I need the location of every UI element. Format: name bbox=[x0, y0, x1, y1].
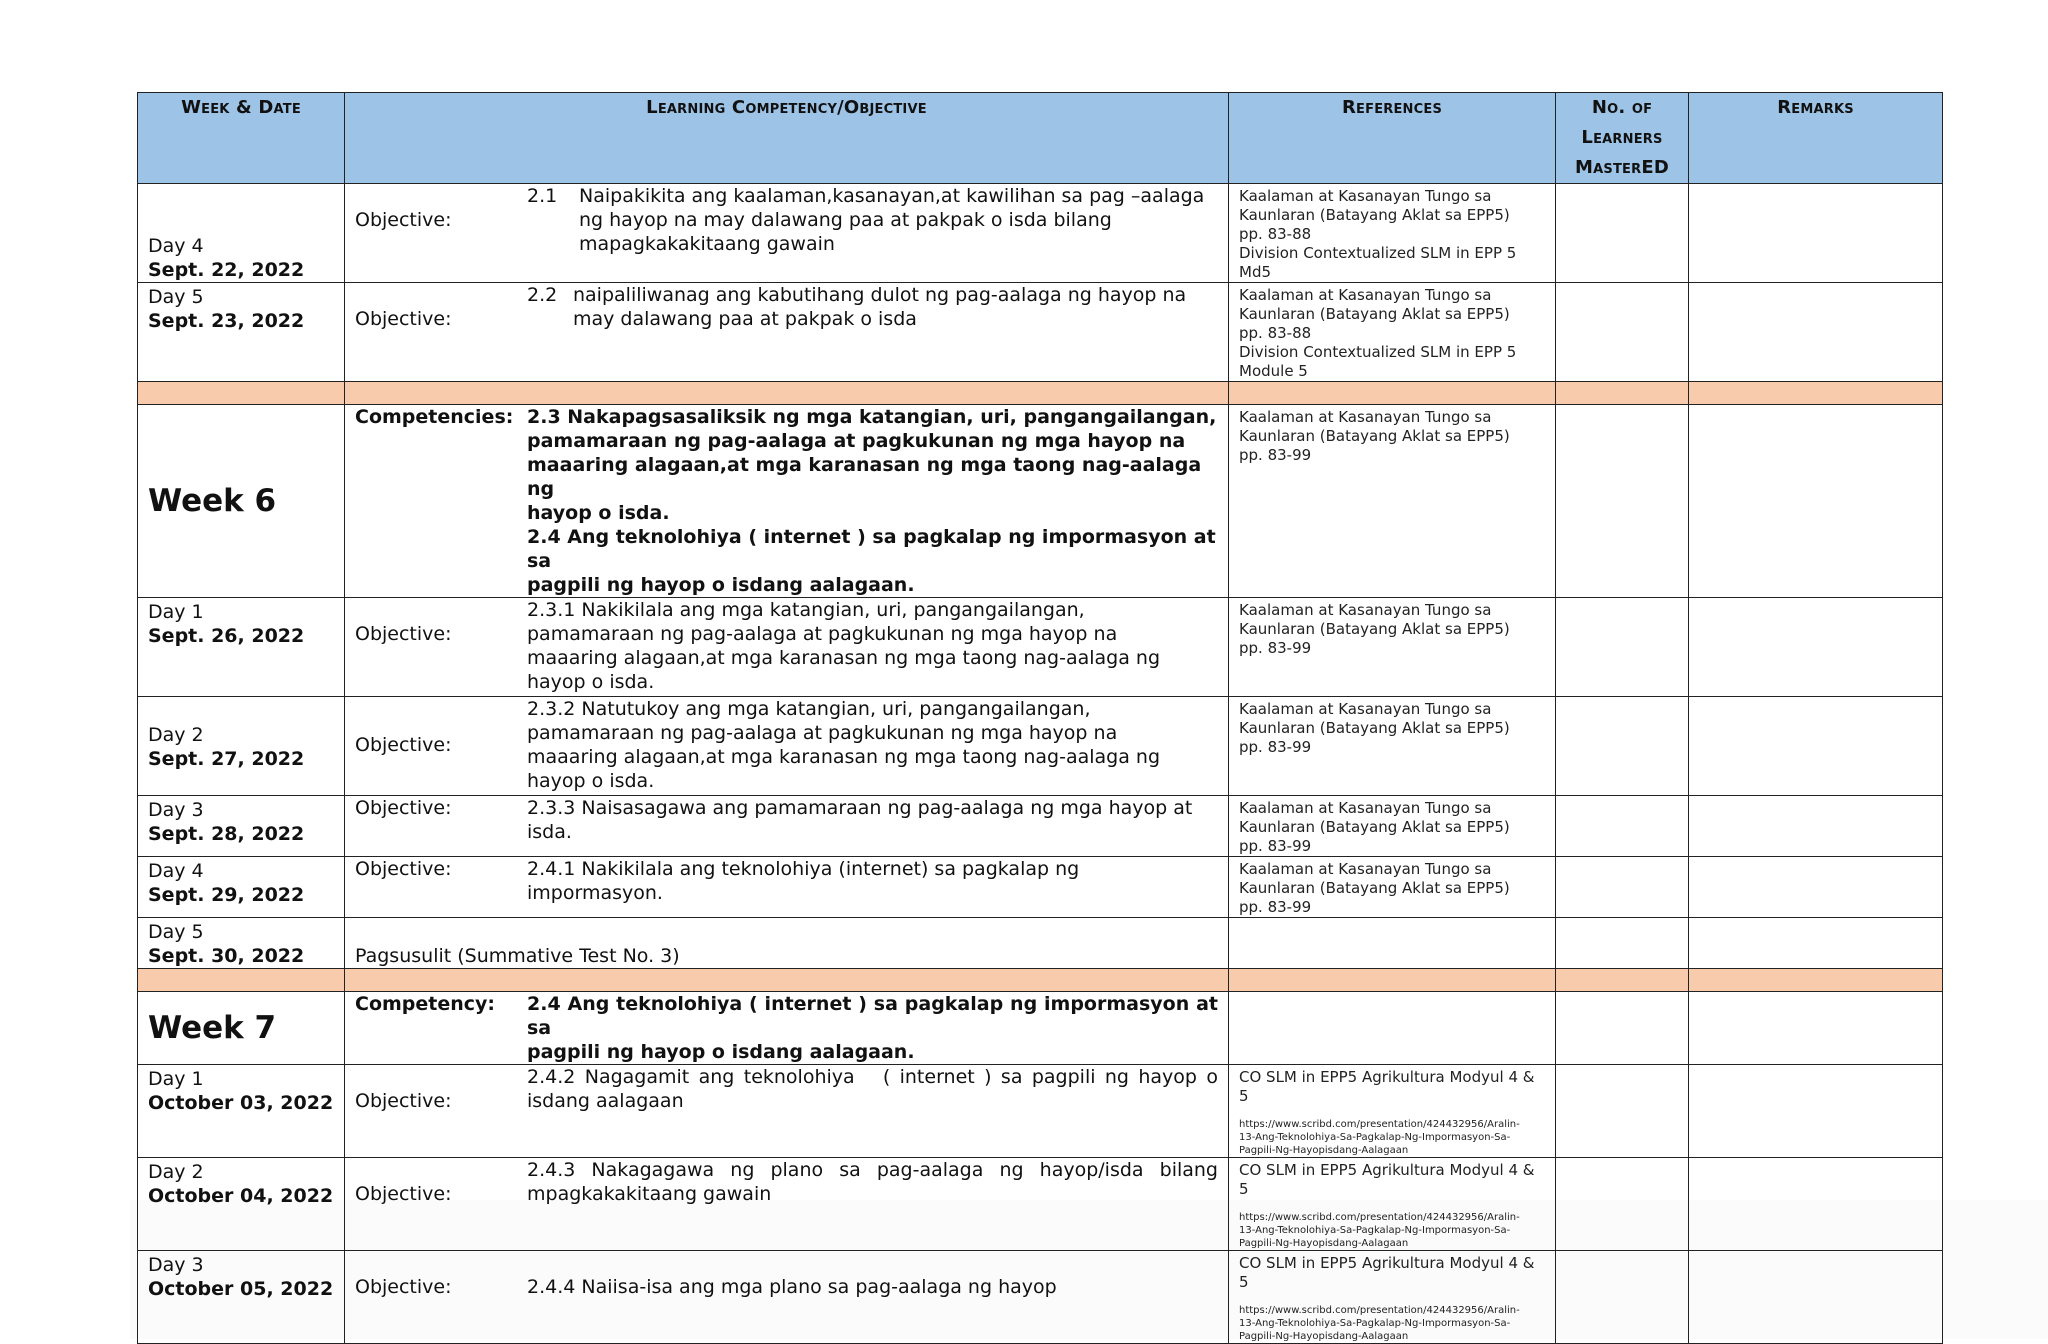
objective-text: 2.4.3 Nakagagawa ng plano sa pag-aalaga ng hayop/isda bilang bbox=[527, 1159, 1218, 1181]
remarks-cell bbox=[1689, 405, 1943, 598]
table-row bbox=[138, 697, 1943, 796]
remarks-cell bbox=[1689, 918, 1943, 969]
objective-text: ng hayop na may dalawang paa at pakpak o isda bilang bbox=[579, 209, 1112, 231]
competency-text: hayop o isda. bbox=[527, 502, 670, 524]
learners-mastered-cell bbox=[1556, 796, 1689, 857]
header-learners-line-1: No. of bbox=[1591, 97, 1653, 118]
day-label: Day 3 bbox=[148, 799, 204, 821]
reference-url[interactable] bbox=[1239, 1118, 1545, 1157]
references-cell bbox=[1229, 857, 1556, 918]
objective-cell bbox=[345, 598, 1229, 697]
competency-text: 2.4 Ang teknolohiya ( internet ) sa pagkalap ng impormasyon at sa bbox=[527, 993, 1218, 1039]
date-label: Sept. 23, 2022 bbox=[148, 310, 305, 332]
objective-text: maaaring alagaan,at mga karanasan ng mga taong nag-aalaga ng bbox=[527, 647, 1161, 669]
learners-mastered-cell bbox=[1556, 1251, 1689, 1344]
table-row bbox=[138, 1065, 1943, 1158]
objective-label: Objective: bbox=[355, 209, 452, 231]
objective-text: 2.4.4 Naiisa-isa ang mga plano sa pag-aalaga ng hayop bbox=[527, 1276, 1057, 1298]
reference-url-line: 13-Ang-Teknolohiya-Sa-Pagkalap-Ng-Impormasyon-Sa- bbox=[1239, 1225, 1511, 1236]
date-label: October 05, 2022 bbox=[148, 1278, 334, 1300]
header-week-date: Week & Date bbox=[138, 93, 345, 184]
competency-text: 2.3 Nakapagsasaliksik ng mga katangian, uri, pangangailangan, bbox=[527, 406, 1217, 428]
reference-text: CO SLM in EPP5 Agrikultura Modyul 4 & 5 bbox=[1239, 1161, 1535, 1198]
reference-url-line: Pagpili-Ng-Hayopisdang-Aalagaan bbox=[1239, 1145, 1409, 1156]
objective-text: may dalawang paa at pakpak o isda bbox=[573, 308, 917, 330]
competency-text: pagpili ng hayop o isdang aalagaan. bbox=[527, 1041, 915, 1063]
remarks-cell bbox=[1689, 283, 1943, 382]
table-row bbox=[138, 1251, 1943, 1344]
reference-text: CO SLM in EPP5 Agrikultura Modyul 4 & 5 bbox=[1239, 1068, 1535, 1105]
reference-text: Kaunlaran (Batayang Aklat sa EPP5) bbox=[1239, 620, 1510, 638]
objective-label: Objective: bbox=[355, 797, 452, 819]
objective-text: mapagkakakitaang gawain bbox=[579, 233, 835, 255]
day-label: Day 2 bbox=[148, 724, 204, 746]
objective-text: Pagsusulit (Summative Test No. 3) bbox=[355, 945, 680, 967]
learners-mastered-cell bbox=[1556, 283, 1689, 382]
learners-mastered-cell bbox=[1556, 992, 1689, 1065]
day-label: Day 1 bbox=[148, 1068, 204, 1090]
references-cell bbox=[1229, 283, 1556, 382]
references-cell bbox=[1229, 1065, 1556, 1158]
objective-cell bbox=[345, 283, 1229, 382]
competencies-label: Competencies: bbox=[355, 406, 514, 428]
week-label: Week 7 bbox=[138, 992, 345, 1065]
reference-text: pp. 83-88 bbox=[1239, 225, 1312, 243]
reference-text: Kaunlaran (Batayang Aklat sa EPP5) bbox=[1239, 427, 1510, 445]
day-label: Day 3 bbox=[148, 1254, 204, 1276]
objective-cell bbox=[345, 697, 1229, 796]
reference-url[interactable] bbox=[1239, 1211, 1545, 1250]
competency-text: pamamaraan ng pag-aalaga at pagkukunan ng mga hayop na bbox=[527, 430, 1186, 452]
remarks-cell bbox=[1689, 1251, 1943, 1344]
learners-mastered-cell bbox=[1556, 1158, 1689, 1251]
objective-text: 2.3.1 Nakikilala ang mga katangian, uri, pangangailangan, bbox=[527, 599, 1085, 621]
table-row bbox=[138, 918, 1943, 969]
competency-label: Competency: bbox=[355, 993, 496, 1015]
date-label: Sept. 28, 2022 bbox=[148, 823, 305, 845]
header-row bbox=[138, 93, 1943, 184]
objective-cell bbox=[345, 1251, 1229, 1344]
header-references: References bbox=[1229, 93, 1556, 184]
references-cell bbox=[1229, 992, 1556, 1065]
remarks-cell bbox=[1689, 796, 1943, 857]
reference-url-line: 13-Ang-Teknolohiya-Sa-Pagkalap-Ng-Impormasyon-Sa- bbox=[1239, 1318, 1511, 1329]
reference-text: Kaalaman at Kasanayan Tungo sa bbox=[1239, 286, 1492, 304]
competency-cell bbox=[345, 405, 1229, 598]
reference-text: Kaalaman at Kasanayan Tungo sa bbox=[1239, 799, 1492, 817]
reference-url-line: https://www.scribd.com/presentation/424432956/Aralin- bbox=[1239, 1119, 1520, 1130]
reference-url-line: https://www.scribd.com/presentation/424432956/Aralin- bbox=[1239, 1212, 1520, 1223]
reference-text: Kaunlaran (Batayang Aklat sa EPP5) bbox=[1239, 206, 1510, 224]
references-cell bbox=[1229, 184, 1556, 283]
reference-text: pp. 83-99 bbox=[1239, 639, 1312, 657]
learners-mastered-cell bbox=[1556, 405, 1689, 598]
day-label: Day 5 bbox=[148, 286, 204, 308]
day-label: Day 1 bbox=[148, 601, 204, 623]
day-date-cell bbox=[138, 857, 345, 918]
reference-url-line: Pagpili-Ng-Hayopisdang-Aalagaan bbox=[1239, 1238, 1409, 1249]
objective-text: pamamaraan ng pag-aalaga at pagkukunan ng mga hayop na bbox=[527, 722, 1118, 744]
objective-text: pamamaraan ng pag-aalaga at pagkukunan ng mga hayop na bbox=[527, 623, 1118, 645]
reference-text: Kaalaman at Kasanayan Tungo sa bbox=[1239, 408, 1492, 426]
objective-text: 2.3.3 Naisasagawa ang pamamaraan ng pag-aalaga ng mga hayop at bbox=[527, 797, 1193, 819]
day-date-cell bbox=[138, 918, 345, 969]
objective-text: 2.4.2 Nagagamit ang teknolohiya ( internet ) sa pagpili ng hayop o bbox=[527, 1066, 1218, 1088]
objective-cell bbox=[345, 1158, 1229, 1251]
remarks-cell bbox=[1689, 697, 1943, 796]
references-cell bbox=[1229, 1158, 1556, 1251]
objective-cell bbox=[345, 184, 1229, 283]
header-competency: Learning Competency/Objective bbox=[345, 93, 1229, 184]
objective-text: maaaring alagaan,at mga karanasan ng mga taong nag-aalaga ng bbox=[527, 746, 1161, 768]
week-competency-row bbox=[138, 405, 1943, 598]
header-learners-line-2: Learners bbox=[1581, 127, 1663, 148]
competency-cell bbox=[345, 992, 1229, 1065]
references-cell bbox=[1229, 405, 1556, 598]
learners-mastered-cell bbox=[1556, 184, 1689, 283]
objective-text: hayop o isda. bbox=[527, 671, 655, 693]
objective-text: isdang aalagaan bbox=[527, 1090, 684, 1112]
reference-url[interactable] bbox=[1239, 1304, 1545, 1343]
objective-text: Naipakikita ang kaalaman,kasanayan,at kawilihan sa pag –aalaga bbox=[579, 185, 1205, 207]
week-separator-row bbox=[138, 969, 1943, 992]
remarks-cell bbox=[1689, 992, 1943, 1065]
table-row bbox=[138, 796, 1943, 857]
remarks-cell bbox=[1689, 1158, 1943, 1251]
objective-text: 2.4.1 Nakikilala ang teknolohiya (internet) sa pagkalap ng bbox=[527, 858, 1080, 880]
objective-label: Objective: bbox=[355, 858, 452, 880]
week-label: Week 6 bbox=[138, 405, 345, 598]
objective-cell bbox=[345, 857, 1229, 918]
header-learners-mastered bbox=[1556, 93, 1689, 184]
table-row bbox=[138, 184, 1943, 283]
table-row bbox=[138, 598, 1943, 697]
competency-text: maaaring alagaan,at mga karanasan ng mga taong nag-aalaga ng bbox=[527, 454, 1202, 500]
learners-mastered-cell bbox=[1556, 857, 1689, 918]
day-date-cell bbox=[138, 184, 345, 283]
reference-text: Kaunlaran (Batayang Aklat sa EPP5) bbox=[1239, 305, 1510, 323]
objective-text: isda. bbox=[527, 821, 572, 843]
date-label: Sept. 27, 2022 bbox=[148, 748, 305, 770]
references-cell bbox=[1229, 1251, 1556, 1344]
reference-url-line: https://www.scribd.com/presentation/424432956/Aralin- bbox=[1239, 1305, 1520, 1316]
lesson-plan-table bbox=[137, 92, 1943, 1344]
day-date-cell bbox=[138, 1065, 345, 1158]
day-date-cell bbox=[138, 598, 345, 697]
reference-text: Kaalaman at Kasanayan Tungo sa bbox=[1239, 601, 1492, 619]
reference-text: Module 5 bbox=[1239, 362, 1308, 380]
references-cell bbox=[1229, 598, 1556, 697]
reference-text: Kaalaman at Kasanayan Tungo sa bbox=[1239, 860, 1492, 878]
objective-cell bbox=[345, 796, 1229, 857]
day-label: Day 4 bbox=[148, 235, 204, 257]
remarks-cell bbox=[1689, 184, 1943, 283]
table-row bbox=[138, 283, 1943, 382]
remarks-cell bbox=[1689, 1065, 1943, 1158]
objective-label: Objective: bbox=[355, 623, 452, 645]
date-label: Sept. 30, 2022 bbox=[148, 945, 305, 967]
objective-cell bbox=[345, 918, 1229, 969]
reference-text: pp. 83-99 bbox=[1239, 446, 1312, 464]
reference-text: Division Contextualized SLM in EPP 5 bbox=[1239, 343, 1517, 361]
day-date-cell bbox=[138, 1158, 345, 1251]
week-competency-row bbox=[138, 992, 1943, 1065]
remarks-cell bbox=[1689, 857, 1943, 918]
competency-text: pagpili ng hayop o isdang aalagaan. bbox=[527, 574, 915, 596]
reference-url-line: Pagpili-Ng-Hayopisdang-Aalagaan bbox=[1239, 1331, 1409, 1342]
objective-text: naipaliliwanag ang kabutihang dulot ng pag-aalaga ng hayop na bbox=[573, 284, 1187, 306]
objective-text: hayop o isda. bbox=[527, 770, 655, 792]
remarks-cell bbox=[1689, 598, 1943, 697]
day-date-cell bbox=[138, 283, 345, 382]
references-cell bbox=[1229, 796, 1556, 857]
date-label: Sept. 22, 2022 bbox=[148, 259, 305, 281]
table-row bbox=[138, 857, 1943, 918]
competency-text: 2.4 Ang teknolohiya ( internet ) sa pagkalap ng impormasyon at sa bbox=[527, 526, 1216, 572]
reference-text: Kaalaman at Kasanayan Tungo sa bbox=[1239, 187, 1492, 205]
objective-cell bbox=[345, 1065, 1229, 1158]
references-cell bbox=[1229, 697, 1556, 796]
day-date-cell bbox=[138, 796, 345, 857]
objective-label: Objective: bbox=[355, 734, 452, 756]
reference-text: pp. 83-99 bbox=[1239, 898, 1312, 916]
header-remarks: Remarks bbox=[1689, 93, 1943, 184]
reference-text: pp. 83-99 bbox=[1239, 837, 1312, 855]
objective-text: 2.3.2 Natutukoy ang mga katangian, uri, pangangailangan, bbox=[527, 698, 1091, 720]
table-row bbox=[138, 1158, 1943, 1251]
reference-text: pp. 83-88 bbox=[1239, 324, 1312, 342]
reference-text: Kaalaman at Kasanayan Tungo sa bbox=[1239, 700, 1492, 718]
objective-label: Objective: bbox=[355, 308, 452, 330]
objective-number: 2.2 bbox=[527, 284, 558, 306]
objective-label: Objective: bbox=[355, 1276, 452, 1298]
learners-mastered-cell bbox=[1556, 697, 1689, 796]
reference-url-line: 13-Ang-Teknolohiya-Sa-Pagkalap-Ng-Impormasyon-Sa- bbox=[1239, 1132, 1511, 1143]
header-learners-line-3: MasterED bbox=[1575, 157, 1669, 178]
objective-label: Objective: bbox=[355, 1183, 452, 1205]
day-date-cell bbox=[138, 697, 345, 796]
learners-mastered-cell bbox=[1556, 598, 1689, 697]
date-label: October 03, 2022 bbox=[148, 1092, 334, 1114]
day-label: Day 4 bbox=[148, 860, 204, 882]
reference-text: pp. 83-99 bbox=[1239, 738, 1312, 756]
date-label: Sept. 26, 2022 bbox=[148, 625, 305, 647]
objective-label: Objective: bbox=[355, 1090, 452, 1112]
date-label: October 04, 2022 bbox=[148, 1185, 334, 1207]
references-cell bbox=[1229, 918, 1556, 969]
reference-text: Kaunlaran (Batayang Aklat sa EPP5) bbox=[1239, 879, 1510, 897]
learners-mastered-cell bbox=[1556, 918, 1689, 969]
objective-text: mpagkakakitaang gawain bbox=[527, 1183, 772, 1205]
reference-text: CO SLM in EPP5 Agrikultura Modyul 4 & 5 bbox=[1239, 1254, 1535, 1291]
day-label: Day 5 bbox=[148, 921, 204, 943]
week-separator-row bbox=[138, 382, 1943, 405]
reference-text: Division Contextualized SLM in EPP 5 Md5 bbox=[1239, 244, 1517, 281]
day-label: Day 2 bbox=[148, 1161, 204, 1183]
date-label: Sept. 29, 2022 bbox=[148, 884, 305, 906]
learners-mastered-cell bbox=[1556, 1065, 1689, 1158]
reference-text: Kaunlaran (Batayang Aklat sa EPP5) bbox=[1239, 719, 1510, 737]
objective-text: impormasyon. bbox=[527, 882, 663, 904]
objective-number: 2.1 bbox=[527, 185, 558, 207]
reference-text: Kaunlaran (Batayang Aklat sa EPP5) bbox=[1239, 818, 1510, 836]
day-date-cell bbox=[138, 1251, 345, 1344]
